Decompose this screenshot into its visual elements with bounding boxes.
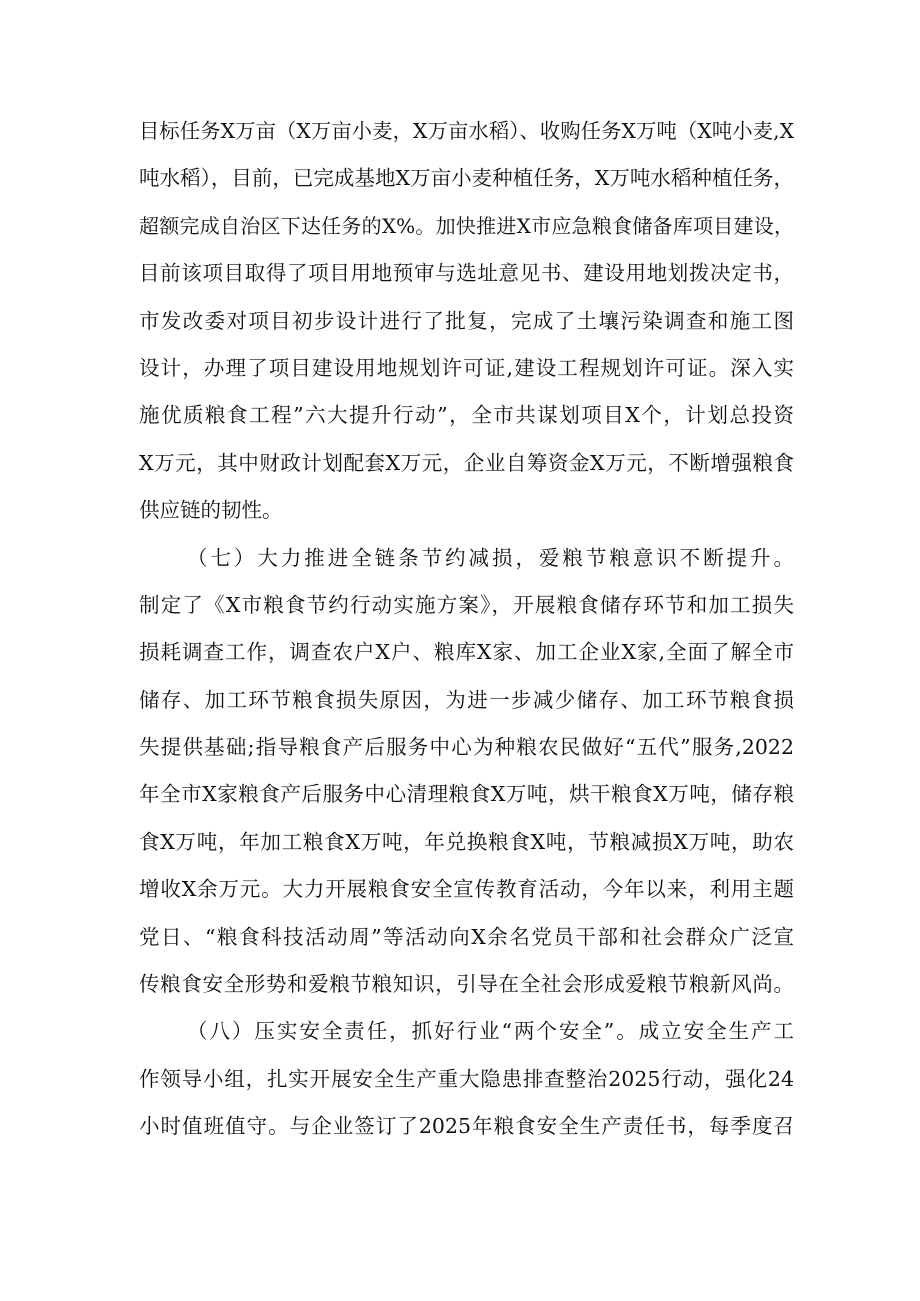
text-line: 吨水稻），目前，已完成基地X万亩小麦种植任务，X万吨水稻种植任务， <box>139 166 794 191</box>
text-line: 供应链的韧性。 <box>139 498 283 523</box>
text-line: 超额完成自治区下达任务的X%。加快推进X市应急粮食储备库项目建设， <box>139 213 794 238</box>
text-line: 制定了《X市粮食节约行动实施方案》，开展粮食储存环节和加工损失 <box>139 592 794 617</box>
text-line: 失提供基础;指导粮食产后服务中心为种粮农民做好“五代”服务,2022 <box>139 735 794 760</box>
section-heading-7: （七）大力推进全链条节约减损，爱粮节粮意识不断提升。 <box>187 545 794 570</box>
text-line: 传粮食安全形势和爱粮节粮知识，引导在全社会形成爱粮节粮新风尚。 <box>139 972 794 997</box>
text-line: 损耗调查工作，调查农户X户、粮库X家、加工企业X家,全面了解全市 <box>139 640 794 665</box>
text-line: 目标任务X万亩（X万亩小麦，X万亩水稻）、收购任务X万吨（X吨小麦,X <box>139 119 794 143</box>
text-line: 施优质粮食工程”六大提升行动”，全市共谋划项目X个，计划总投资 <box>139 403 794 428</box>
text-line: 食X万吨，年加工粮食X万吨，年兑换粮食X吨，节粮减损X万吨，助农 <box>139 829 794 854</box>
text-line: 小时值班值守。与企业签订了2025年粮食安全生产责任书，每季度召 <box>139 1114 794 1139</box>
text-line: 年全市X家粮食产后服务中心清理粮食X万吨，烘干粮食X万吨，储存粮 <box>139 782 794 807</box>
text-line: 设计，办理了项目建设用地规划许可证,建设工程规划许可证。深入实 <box>139 355 794 380</box>
body-text <box>139 108 794 1151</box>
text-line: 市发改委对项目初步设计进行了批复，完成了土壤污染调查和施工图 <box>139 308 794 333</box>
section-heading-8: （八）压实安全责任，抓好行业“两个安全”。成立安全生产工 <box>187 1019 794 1044</box>
text-line: 储存、加工环节粮食损失原因，为进一步减少储存、加工环节粮食损 <box>139 687 794 712</box>
text-line: 增收X余万元。大力开展粮食安全宣传教育活动，今年以来，利用主题 <box>139 877 794 902</box>
text-line: X万元，其中财政计划配套X万元，企业自筹资金X万元，不断增强粮食 <box>139 450 794 475</box>
text-line: 党日、“粮食科技活动周”等活动向X余名党员干部和社会群众广泛宣 <box>139 924 794 949</box>
text-line: 作领导小组，扎实开展安全生产重大隐患排查整治2025行动，强化24 <box>139 1066 794 1091</box>
text-line: 目前该项目取得了项目用地预审与选址意见书、建设用地划拨决定书， <box>139 261 794 286</box>
